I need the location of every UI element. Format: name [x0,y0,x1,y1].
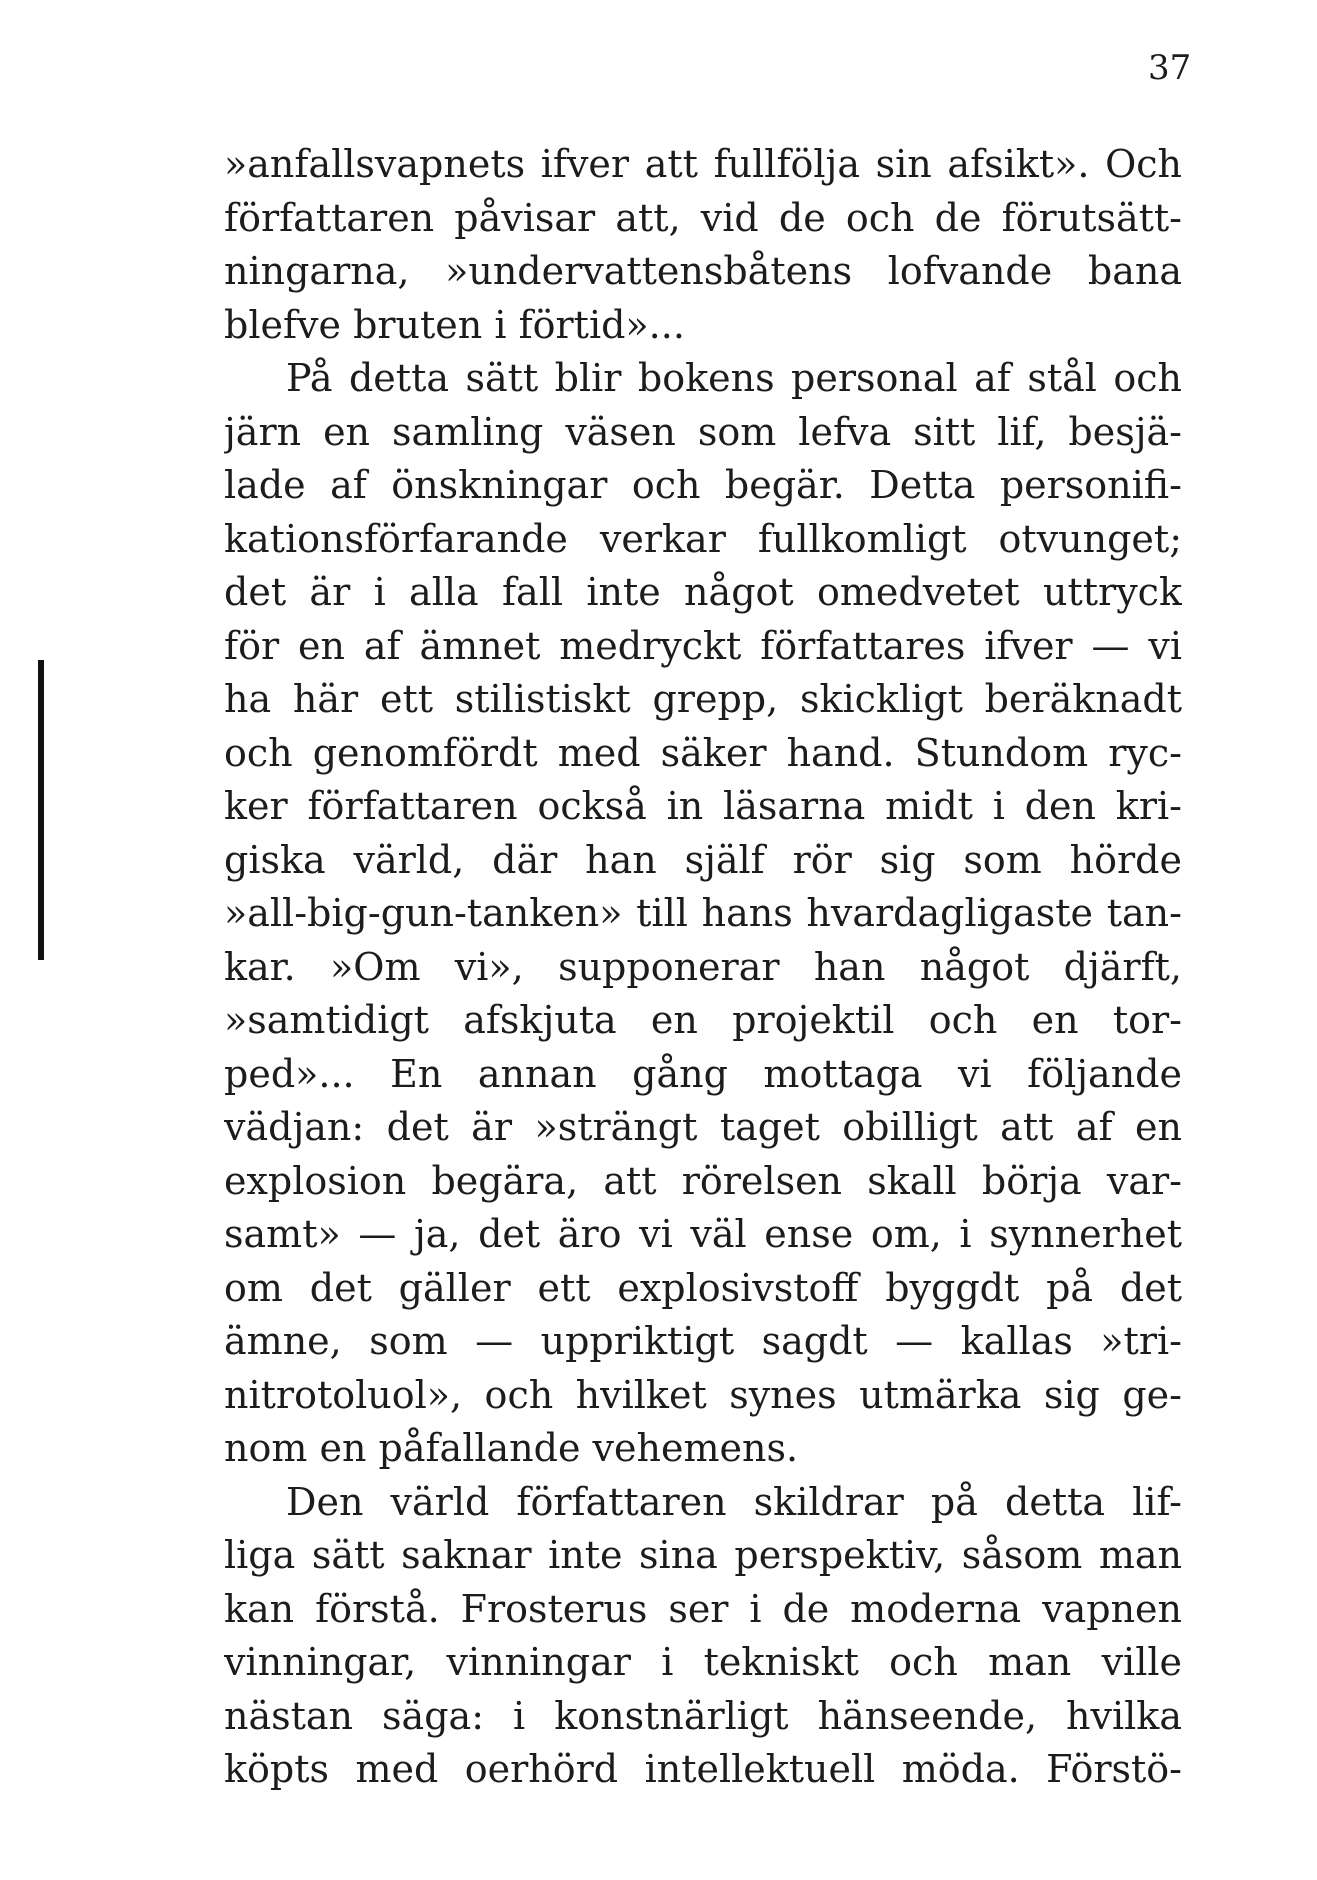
text-line: »all-big-gun-tanken» till hans hvardagligaste tan- [224,891,1182,935]
text-line: kar. »Om vi», supponerar han något djärft, [224,944,1182,989]
body-text [224,138,1182,1797]
text-line: nitrotoluol», och hvilket synes utmärka sig ge- [224,1372,1182,1417]
text-line: liga sätt saknar inte sina perspektiv, såsom man [224,1533,1182,1577]
text-line: vädjan: det är »strängt taget obilligt att af en [224,1105,1182,1149]
page-number: 37 [1148,48,1192,88]
text-line: järn en samling väsen som lefva sitt lif, besjä- [224,409,1182,454]
text-line: kan förstå. Frosterus ser i de moderna vapnen [224,1586,1182,1631]
text-line: ämne, som — uppriktigt sagdt — kallas »tri- [224,1319,1182,1363]
text-line: vinningar, vinningar i tekniskt och man ville [224,1640,1182,1684]
text-line: »anfallsvapnets ifver att fullfölja sin afsikt». Och [224,142,1182,186]
text-line: lade af önskningar och begär. Detta personifi- [224,463,1182,507]
text-line: samt» — ja, det äro vi väl ense om, i synnerhet [224,1212,1182,1256]
text-line: ker författaren också in läsarna midt i den kri- [224,784,1182,828]
text-line: nom en påfallande vehemens. [224,1426,799,1470]
text-line: och genomfördt med säker hand. Stundom ryc- [224,730,1182,775]
text-line: explosion begära, att rörelsen skall börja var- [224,1158,1182,1203]
text-line: På detta sätt blir bokens personal af stål och [286,356,1182,400]
text-line: ped»... En annan gång mottaga vi följande [224,1051,1182,1096]
text-line: för en af ämnet medryckt författares ifver — vi [224,623,1182,668]
text-line: ha här ett stilistiskt grepp, skickligt beräknadt [224,677,1182,721]
text-line: »samtidigt afskjuta en projektil och en tor- [224,998,1182,1042]
text-line: köpts med oerhörd intellektuell möda. Förstö- [224,1747,1182,1791]
text-line: det är i alla fall inte något omedvetet uttryck [224,570,1182,614]
text-line: blefve bruten i förtid»... [224,302,685,347]
text-line: ningarna, »undervattensbåtens lofvande bana [224,249,1182,293]
text-line: nästan säga: i konstnärligt hänseende, hvilka [224,1693,1182,1738]
text-line: författaren påvisar att, vid de och de förutsätt- [224,195,1182,240]
text-line: giska värld, där han själf rör sig som hörde [224,837,1182,882]
text-line: Den värld författaren skildrar på detta lif- [286,1479,1182,1524]
text-line: kationsförfarande verkar fullkomligt otvunget; [224,516,1182,561]
margin-mark [38,660,44,960]
text-line: om det gäller ett explosivstoff byggdt på det [224,1265,1182,1310]
